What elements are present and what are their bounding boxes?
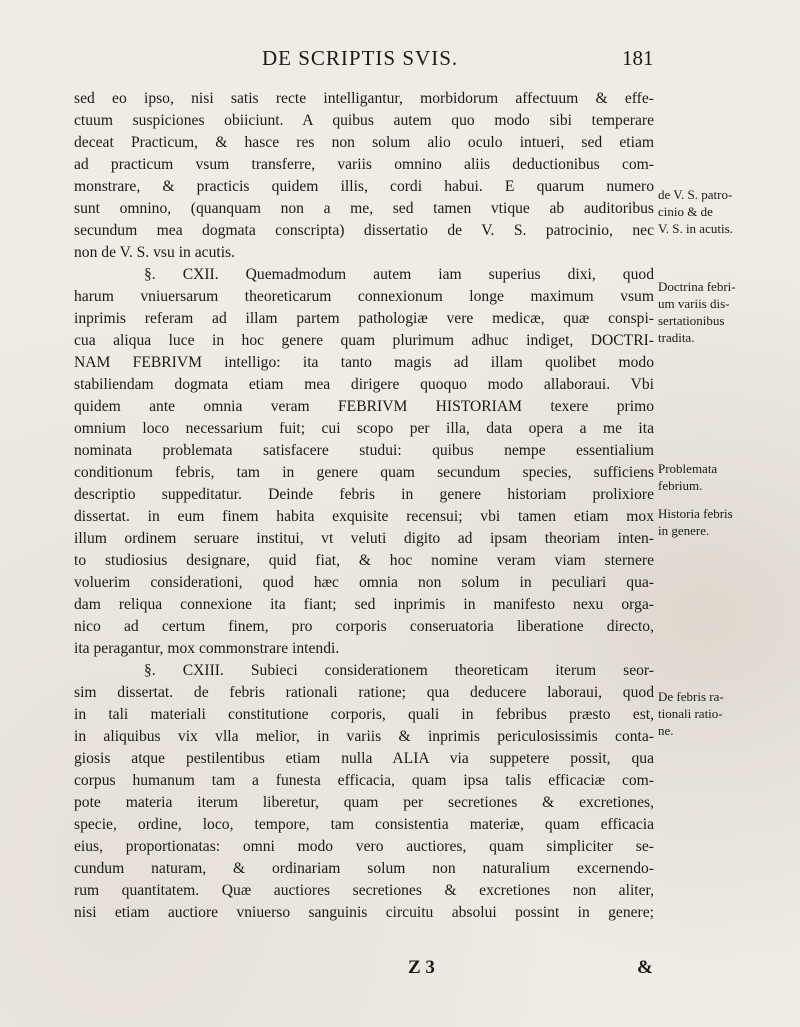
text-line: stabiliendam dogmata etiam mea dirigere quoquo modo allaboraui. Vbi: [74, 376, 654, 393]
text-line: voluerim considerationi, quod hæc omnia non solum in peculiari qua-: [74, 574, 654, 591]
page-number: 181: [622, 46, 654, 70]
text-line: omnium loco necessarium fuit; cui scopo per illa, data opera a me ita: [74, 420, 654, 437]
text-line: §. CXII. Quemadmodum autem iam superius dixi, quod: [144, 266, 654, 283]
margin-note-line: tionali ratio-: [658, 706, 723, 721]
text-line: specie, ordine, loco, tempore, tam consistentia materiæ, quam efficacia: [74, 816, 654, 833]
text-line: conditionum febris, tam in genere quam secundum species, sufficiens: [74, 464, 654, 481]
text-line: sed eo ipso, nisi satis recte intelligantur, morbidorum affectuum & effe-: [74, 90, 654, 107]
text-line: sunt omnino, (quanquam non a me, sed tamen vtique ab auditoribus: [74, 200, 654, 217]
margin-note: [658, 460, 717, 494]
text-line: in aliquibus vix vlla melior, in variis & inprimis periculosissimis conta-: [74, 728, 654, 745]
text-line: eius, proportionatas: omni modo vero auctiores, quam simpliciter se-: [74, 838, 654, 855]
text-line: descriptio suppeditatur. Deinde febris in genere historiam prolixiore: [74, 486, 654, 503]
text-line: illum ordinem seruare institui, vt veluti digito ad ipsam theoriam inten-: [74, 530, 654, 547]
text-line: nominata problemata satisfacere studui: quibus nempe essentialium: [74, 442, 654, 459]
text-line: ctuum suspiciones obiiciunt. A quibus autem quo modo sibi temperare: [74, 112, 654, 129]
text-line: rum quantitatem. Quæ auctiores secretiones & excretiones non aliter,: [74, 882, 654, 899]
text-line: NAM FEBRIVM intelligo: ita tanto magis ad illam quolibet modo: [74, 354, 654, 371]
margin-note-line: De febris ra-: [658, 689, 724, 704]
margin-note-line: de V. S. patro-: [658, 187, 733, 202]
text-line: giosis atque pestilentibus etiam nulla ALIA via suppetere possit, qua: [74, 750, 654, 767]
margin-note-line: cinio & de: [658, 204, 713, 219]
text-line: non de V. S. vsu in acutis.: [74, 244, 235, 261]
margin-note: [658, 278, 736, 346]
text-line: in tali materiali constitutione corporis, quali in febribus præsto est,: [74, 706, 654, 723]
text-line: harum vniuersarum theoreticarum connexionum longe maximum vsum: [74, 288, 654, 305]
text-line: nico ad certum finem, pro corporis conseruatoria liberatione directo,: [74, 618, 654, 635]
text-line: monstrare, & practicis quidem illis, cordi habui. E quarum numero: [74, 178, 654, 195]
margin-note-line: Doctrina febri-: [658, 279, 736, 294]
text-line: §. CXIII. Subieci considerationem theoreticam iterum seor-: [144, 662, 654, 679]
margin-note-line: V. S. in acutis.: [658, 221, 733, 236]
margin-note-line: febrium.: [658, 478, 703, 493]
margin-note-line: Problemata: [658, 461, 718, 476]
text-line: dissertat. in eum finem habita exquisite recensui; vbi tamen etiam mox: [74, 508, 654, 525]
page-header: [0, 46, 800, 76]
text-line: dam reliqua connexione ita fiant; sed inprimis in manifesto nexu orga-: [74, 596, 654, 613]
text-line: cundum naturam, & ordinariam solum non naturalium excernendo-: [74, 860, 654, 877]
margin-note-line: ne.: [658, 723, 674, 738]
catchword: &: [637, 957, 653, 978]
margin-note-line: Historia febris: [658, 506, 733, 521]
text-line: inprimis referam ad illam partem pathologiæ vere medicæ, quæ conspi-: [74, 310, 654, 327]
margin-note: [658, 505, 733, 539]
text-line: pote materia iterum liberetur, quam per secretiones & excretiones,: [74, 794, 654, 811]
text-line: deceat Practicum, & hasce res non solum alio oculo intueri, sed etiam: [74, 134, 654, 151]
text-line: cua aliqua luce in hoc genere quam plurimum adhuc indiget, DOCTRI-: [74, 332, 654, 349]
text-line: corpus humanum tam a funesta efficacia, quam ipsa talis efficaciæ com-: [74, 772, 654, 789]
text-line: nisi etiam auctiore vniuerso sanguinis circuitu absolui possint in genere;: [74, 904, 654, 921]
text-line: quidem ante omnia veram FEBRIVM HISTORIAM texere primo: [74, 398, 654, 415]
margin-note-line: tradita.: [658, 330, 695, 345]
text-line: ita peragantur, mox commonstrare intendi.: [74, 640, 340, 657]
margin-note: [658, 688, 724, 739]
text-line: sim dissertat. de febris rationali ratione; qua deducere laboraui, quod: [74, 684, 654, 701]
text-line: ad practicum vsum transferre, variis omnino aliis deductionibus com-: [74, 156, 654, 173]
text-line: to studiosius designare, quid fiat, & hoc nomine veram viam sternere: [74, 552, 654, 569]
margin-note: [658, 186, 733, 237]
main-text-block: [74, 88, 654, 924]
margin-note-line: um variis dis-: [658, 296, 730, 311]
margin-note-line: in genere.: [658, 523, 710, 538]
running-title: DE SCRIPTIS SVIS.: [262, 46, 459, 70]
signature-mark: Z 3: [408, 957, 435, 978]
margin-note-line: sertationibus: [658, 313, 725, 328]
text-line: secundum mea dogmata conscripta) dissertatio de V. S. patrocinio, nec: [74, 222, 654, 239]
